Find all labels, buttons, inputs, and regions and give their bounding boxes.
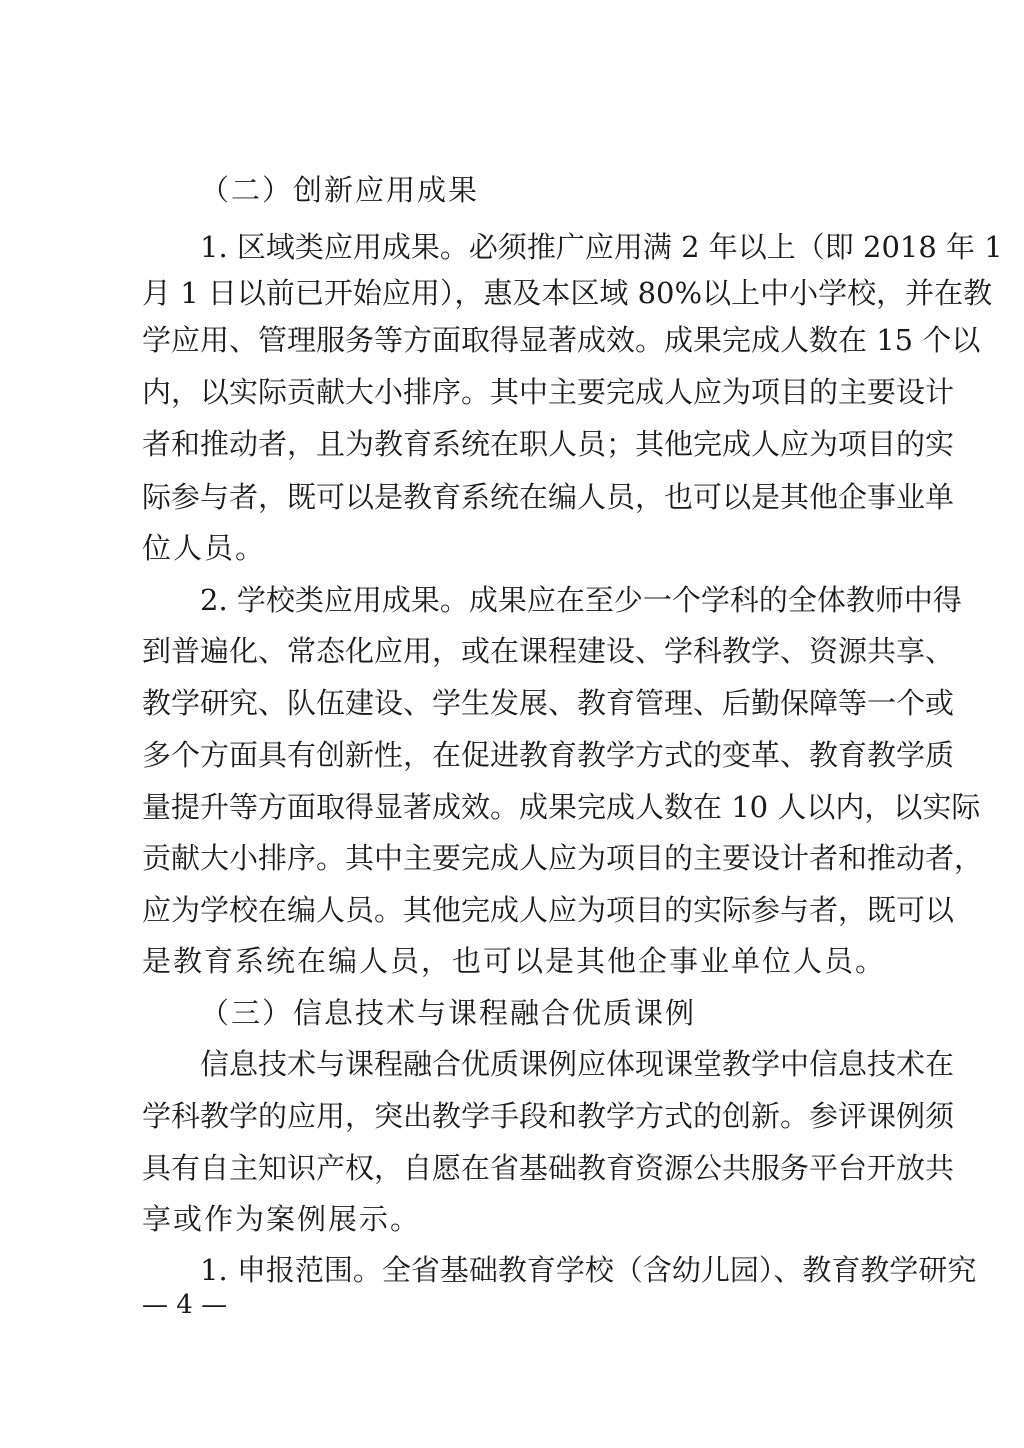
page-number: — 4 —: [142, 1290, 228, 1320]
paragraph-line: 是教育系统在编人员，也可以是其他企事业单位人员。: [142, 944, 887, 978]
paragraph-line: 贡献大小排序。其中主要完成人应为项目的主要设计者和推动者，: [142, 841, 984, 875]
paragraph-line: 教学研究、队伍建设、学生发展、教育管理、后勤保障等一个或: [142, 686, 955, 720]
paragraph-line: 多个方面具有创新性，在促进教育教学方式的变革、教育教学质: [142, 738, 955, 772]
paragraph-line: 学科教学的应用，突出教学手段和教学方式的创新。参评课例须: [142, 1099, 955, 1133]
paragraph-line: 1. 申报范围。全省基础教育学校（含幼儿园）、教育教学研究: [200, 1253, 977, 1287]
paragraph-line: 应为学校在编人员。其他完成人应为项目的实际参与者，既可以: [142, 893, 955, 927]
section-heading-3: （三）信息技术与课程融合优质课例: [200, 996, 697, 1030]
paragraph-line: 量提升等方面取得显著成效。成果完成人数在 10 人以内，以实际: [142, 790, 981, 824]
section-heading-2: （二）创新应用成果: [200, 173, 480, 207]
paragraph-line: 信息技术与课程融合优质课例应体现课堂教学中信息技术在: [200, 1047, 955, 1081]
paragraph-line: 学应用、管理服务等方面取得显著成效。成果完成人数在 15 个以: [142, 323, 981, 357]
paragraph-line: 月 1 日以前已开始应用），惠及本区域 80%以上中小学校，并在教: [142, 276, 993, 310]
paragraph-line: 内，以实际贡献大小排序。其中主要完成人应为项目的主要设计: [142, 375, 955, 409]
paragraph-line: 具有自主知识产权，自愿在省基础教育资源公共服务平台开放共: [142, 1151, 955, 1185]
paragraph-line: 到普遍化、常态化应用，或在课程建设、学科教学、资源共享、: [142, 634, 955, 668]
paragraph-line: 际参与者，既可以是教育系统在编人员，也可以是其他企事业单: [142, 480, 955, 514]
paragraph-line: 享或作为案例展示。: [142, 1202, 422, 1236]
paragraph-line: 位人员。: [142, 531, 267, 565]
paragraph-line: 者和推动者，且为教育系统在职人员；其他完成人应为项目的实: [142, 427, 955, 461]
paragraph-line: 2. 学校类应用成果。成果应在至少一个学科的全体教师中得: [200, 583, 962, 617]
paragraph-line: 1. 区域类应用成果。必须推广应用满 2 年以上（即 2018 年 1: [200, 230, 1003, 264]
